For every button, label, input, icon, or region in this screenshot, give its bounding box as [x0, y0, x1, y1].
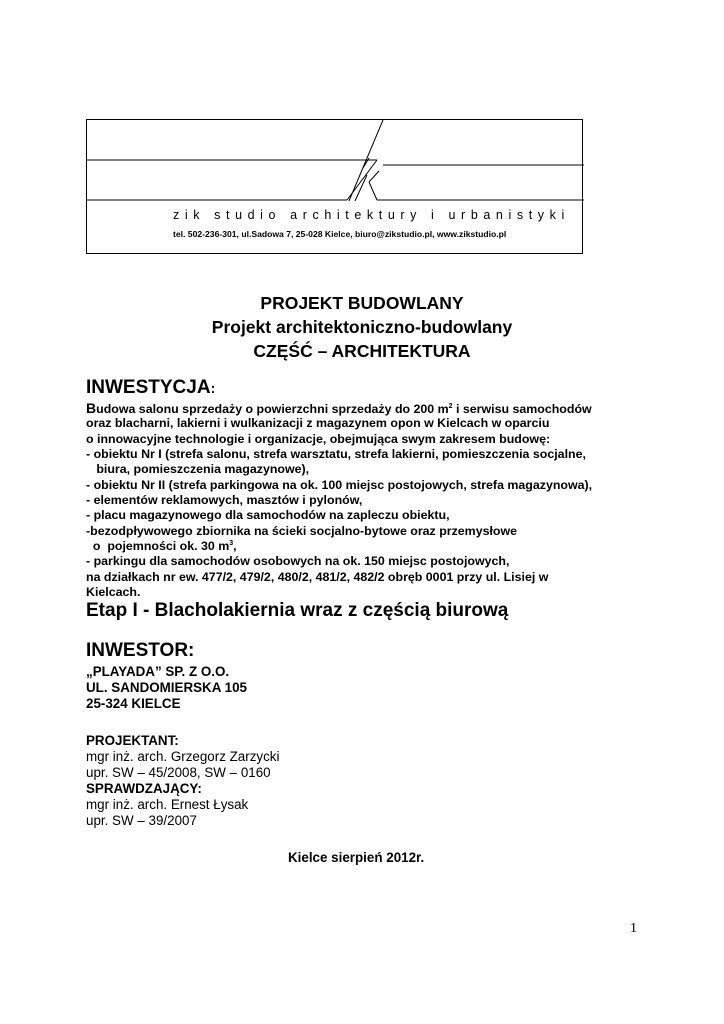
- investment-line: - obiektu Nr II (strefa parkingowa na ok. 100 miejsc postojowych, strefa magazynowa),: [86, 478, 593, 492]
- investment-line: -bezodpływowego zbiornika na ścieki socjalno-bytowe oraz przemysłowe: [86, 524, 518, 538]
- investment-line: biura, pomieszczenia magazynowe),: [86, 462, 310, 476]
- investment-line: na działkach nr ew. 477/2, 479/2, 480/2, 481/2, 482/2 obręb 0001 przy ul. Lisiej w: [86, 570, 549, 584]
- investor-name: „PLAYADA” SP. Z O.O.: [86, 664, 230, 679]
- investment-line: Kielcach.: [86, 585, 141, 599]
- title-project-scope: Projekt architektoniczno-budowlany: [211, 317, 513, 337]
- studio-name: zik studio architektury i urbanistyki: [173, 208, 570, 222]
- investment-line: - placu magazynowego dla samochodów na zapleczu obiektu,: [86, 508, 450, 522]
- title-project-type: PROJEKT BUDOWLANY: [260, 293, 464, 313]
- investor-street: UL. SANDOMIERSKA 105: [86, 680, 247, 695]
- checker-name: mgr inż. arch. Ernest Łysak: [86, 797, 249, 812]
- investment-line: o pojemności ok. 30 $m^3$,: [86, 539, 237, 553]
- investment-line: - parkingu dla samochodów osobowych na ok. 150 miejsc postojowych,: [86, 554, 510, 568]
- investment-line: Budowa salonu sprzedaży o powierzchni sprzedaży do 200 $m^2$ i serwisu samochodów: [86, 400, 592, 416]
- investment-line: - obiektu Nr I (strefa salonu, strefa warsztatu, strefa lakierni, pomieszczenia socjalne,: [86, 447, 586, 461]
- designer-license: upr. SW – 45/2008, SW – 0160: [86, 765, 271, 780]
- designer-heading: PROJEKTANT:: [86, 733, 179, 748]
- checker-license: upr. SW – 39/2007: [86, 813, 197, 828]
- page-number: 1: [630, 921, 637, 936]
- investment-line: o innowacyjne technologie i organizacje, obejmująca swym zakresem budowę:: [86, 432, 551, 446]
- investment-line: - elementów reklamowych, masztów i pylonów,: [86, 493, 363, 507]
- studio-contact: tel. 502-236-301, ul.Sadowa 7, 25-028 Kielce, biuro@zikstudio.pl, www.zikstudio.pl: [173, 229, 507, 239]
- designer-name: mgr inż. arch. Grzegorz Zarzycki: [86, 749, 280, 764]
- title-part: CZĘŚĆ – ARCHITEKTURA: [253, 341, 471, 361]
- checker-heading: SPRAWDZAJĄCY:: [86, 781, 202, 796]
- stage-title: Etap I - Blacholakiernia wraz z częścią biurową: [86, 600, 509, 621]
- investment-heading: INWESTYCJA:: [86, 377, 216, 398]
- place-date: Kielce sierpień 2012r.: [288, 850, 425, 865]
- investment-line: oraz blacharni, lakierni i wulkanizacji z magazynem opon w Kielcach w oparciu: [86, 416, 550, 430]
- investor-city: 25-324 KIELCE: [86, 696, 181, 711]
- investor-heading: INWESTOR:: [86, 640, 195, 661]
